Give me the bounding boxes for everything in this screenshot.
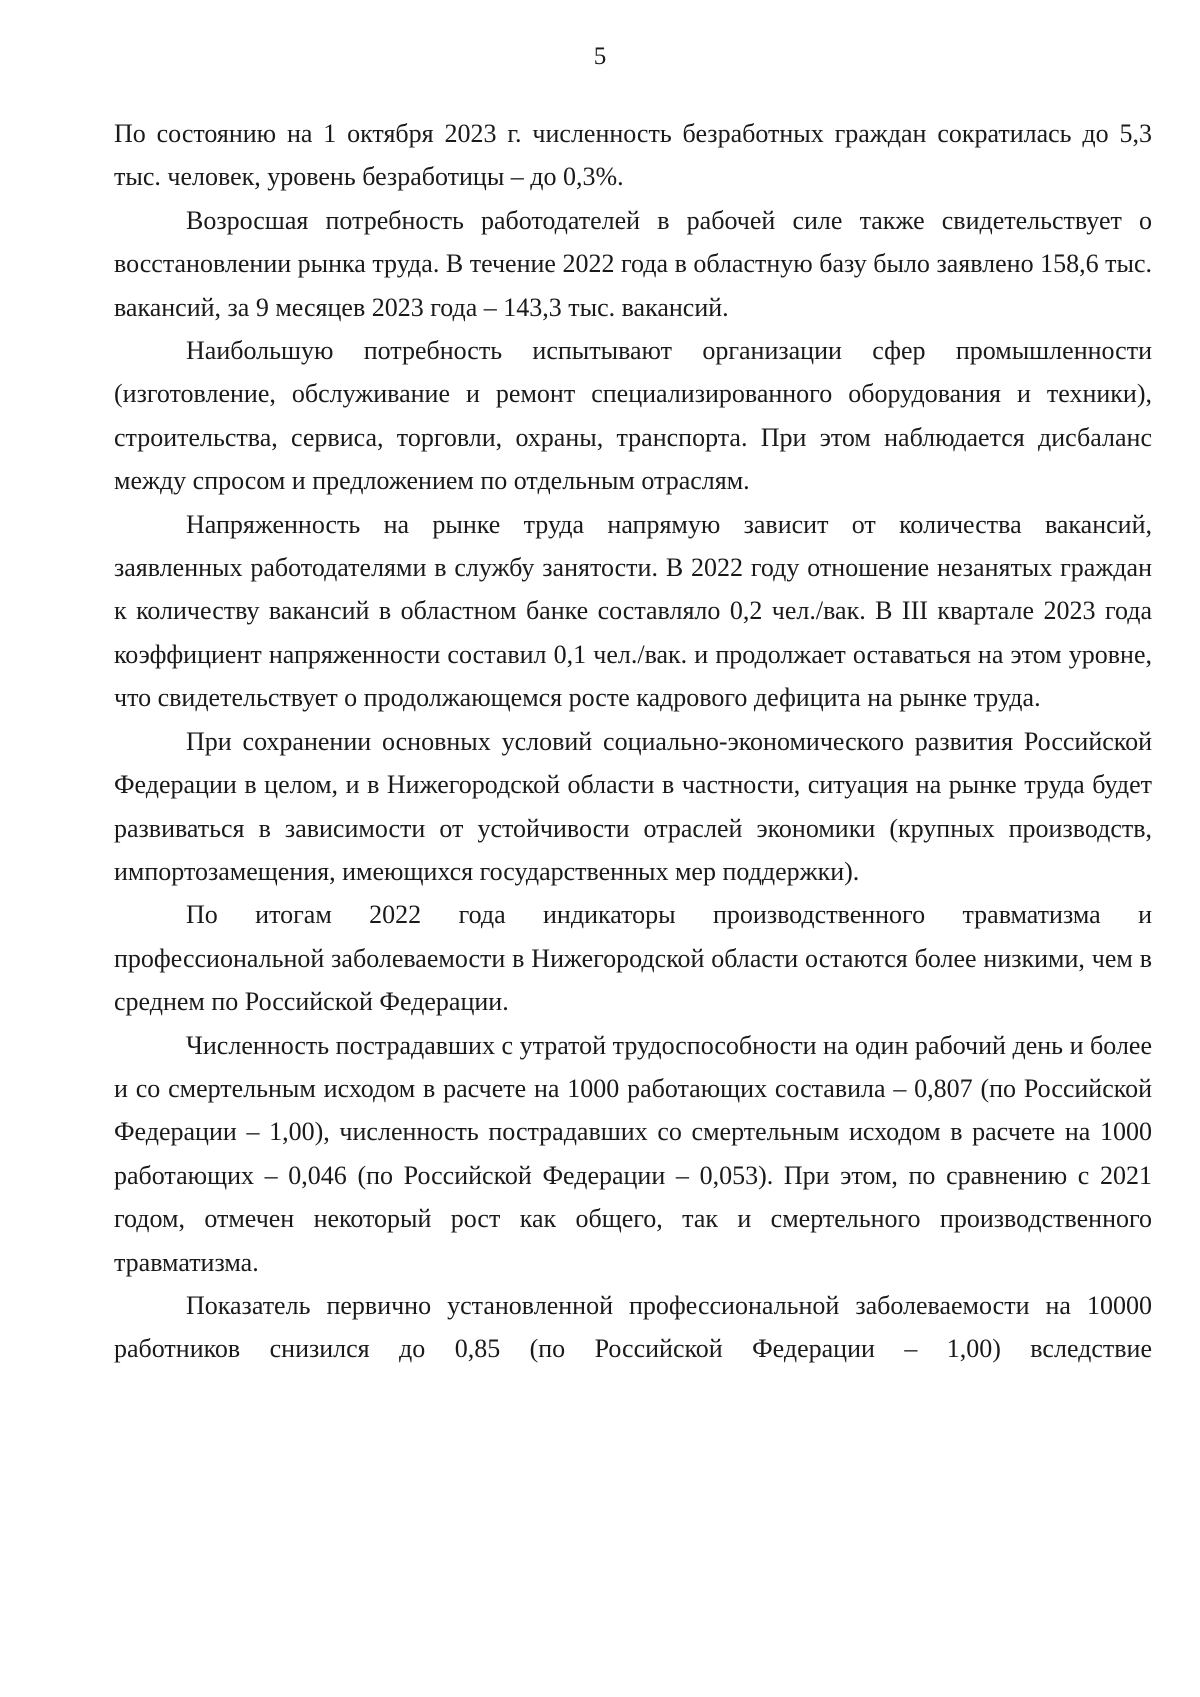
paragraph-unemployment: По состоянию на 1 октября 2023 г. численность безработных граждан сократилась до 5,3 тыс. человек, уровень безработицы – до 0,3%. <box>114 119 1152 192</box>
paragraph-injury-indicators: По итогам 2022 года индикаторы производственного травматизма и профессиональной заболеваемости в Нижегородской области остаются более низкими, чем в среднем по Российской Федерации. <box>114 900 1152 1017</box>
paragraph-occupational-disease: Показатель первично установленной профессиональной заболеваемости на 10000 работников снизился до 0,85 (по Российской Федерации – 1,00) вследствие <box>114 1290 1152 1364</box>
paragraph-labor-tension: Напряженность на рынке труда напрямую зависит от количества вакансий, заявленных работодателями в службу занятости. В 2022 году отношение незанятых граждан к количеству вакансий в областном банке составляло 0,2 чел./вак. В III квартале 2023 года коэффициент напряженности составил 0,1 чел./вак. и продолжает оставаться на этом уровне, что свидетельствует о продолжающемся росте кадрового дефицита на рынке труда. <box>114 509 1152 713</box>
page-number: 5 <box>593 43 607 70</box>
document-body <box>114 112 1152 1371</box>
paragraph-sector-demand: Наибольшую потребность испытывают организации сфер промышленности (изготовление, обслуживание и ремонт специализированного оборудования и техники), строительства, сервиса, торговли, охраны, транспорта. При этом наблюдается дисбаланс между спросом и предложением по отдельным отраслям. <box>114 336 1152 496</box>
paragraph-injury-statistics: Численность пострадавших с утратой трудоспособности на один рабочий день и более и со смертельным исходом в расчете на 1000 работающих составила – 0,807 (по Российской Федерации – 1,00), численность пострадавших со смертельным исходом в расчете на 1000 работающих – 0,046 (по Российской Федерации – 0,053). При этом, по сравнению с 2021 годом, отмечен некоторый рост как общего, так и смертельного производственного травматизма. <box>114 1030 1152 1277</box>
paragraph-employer-demand: Возросшая потребность работодателей в рабочей силе также свидетельствует о восстановлении рынка труда. В течение 2022 года в областную базу было заявлено 158,6 тыс. вакансий, за 9 месяцев 2023 года – 143,3 тыс. вакансий. <box>114 205 1152 322</box>
paragraph-labor-outlook: При сохранении основных условий социально-экономического развития Российской Федерации в целом, и в Нижегородской области в частности, ситуация на рынке труда будет развиваться в зависимости от устойчивости отраслей экономики (крупных производств, импортозамещения, имеющихся государственных мер поддержки). <box>114 726 1152 886</box>
